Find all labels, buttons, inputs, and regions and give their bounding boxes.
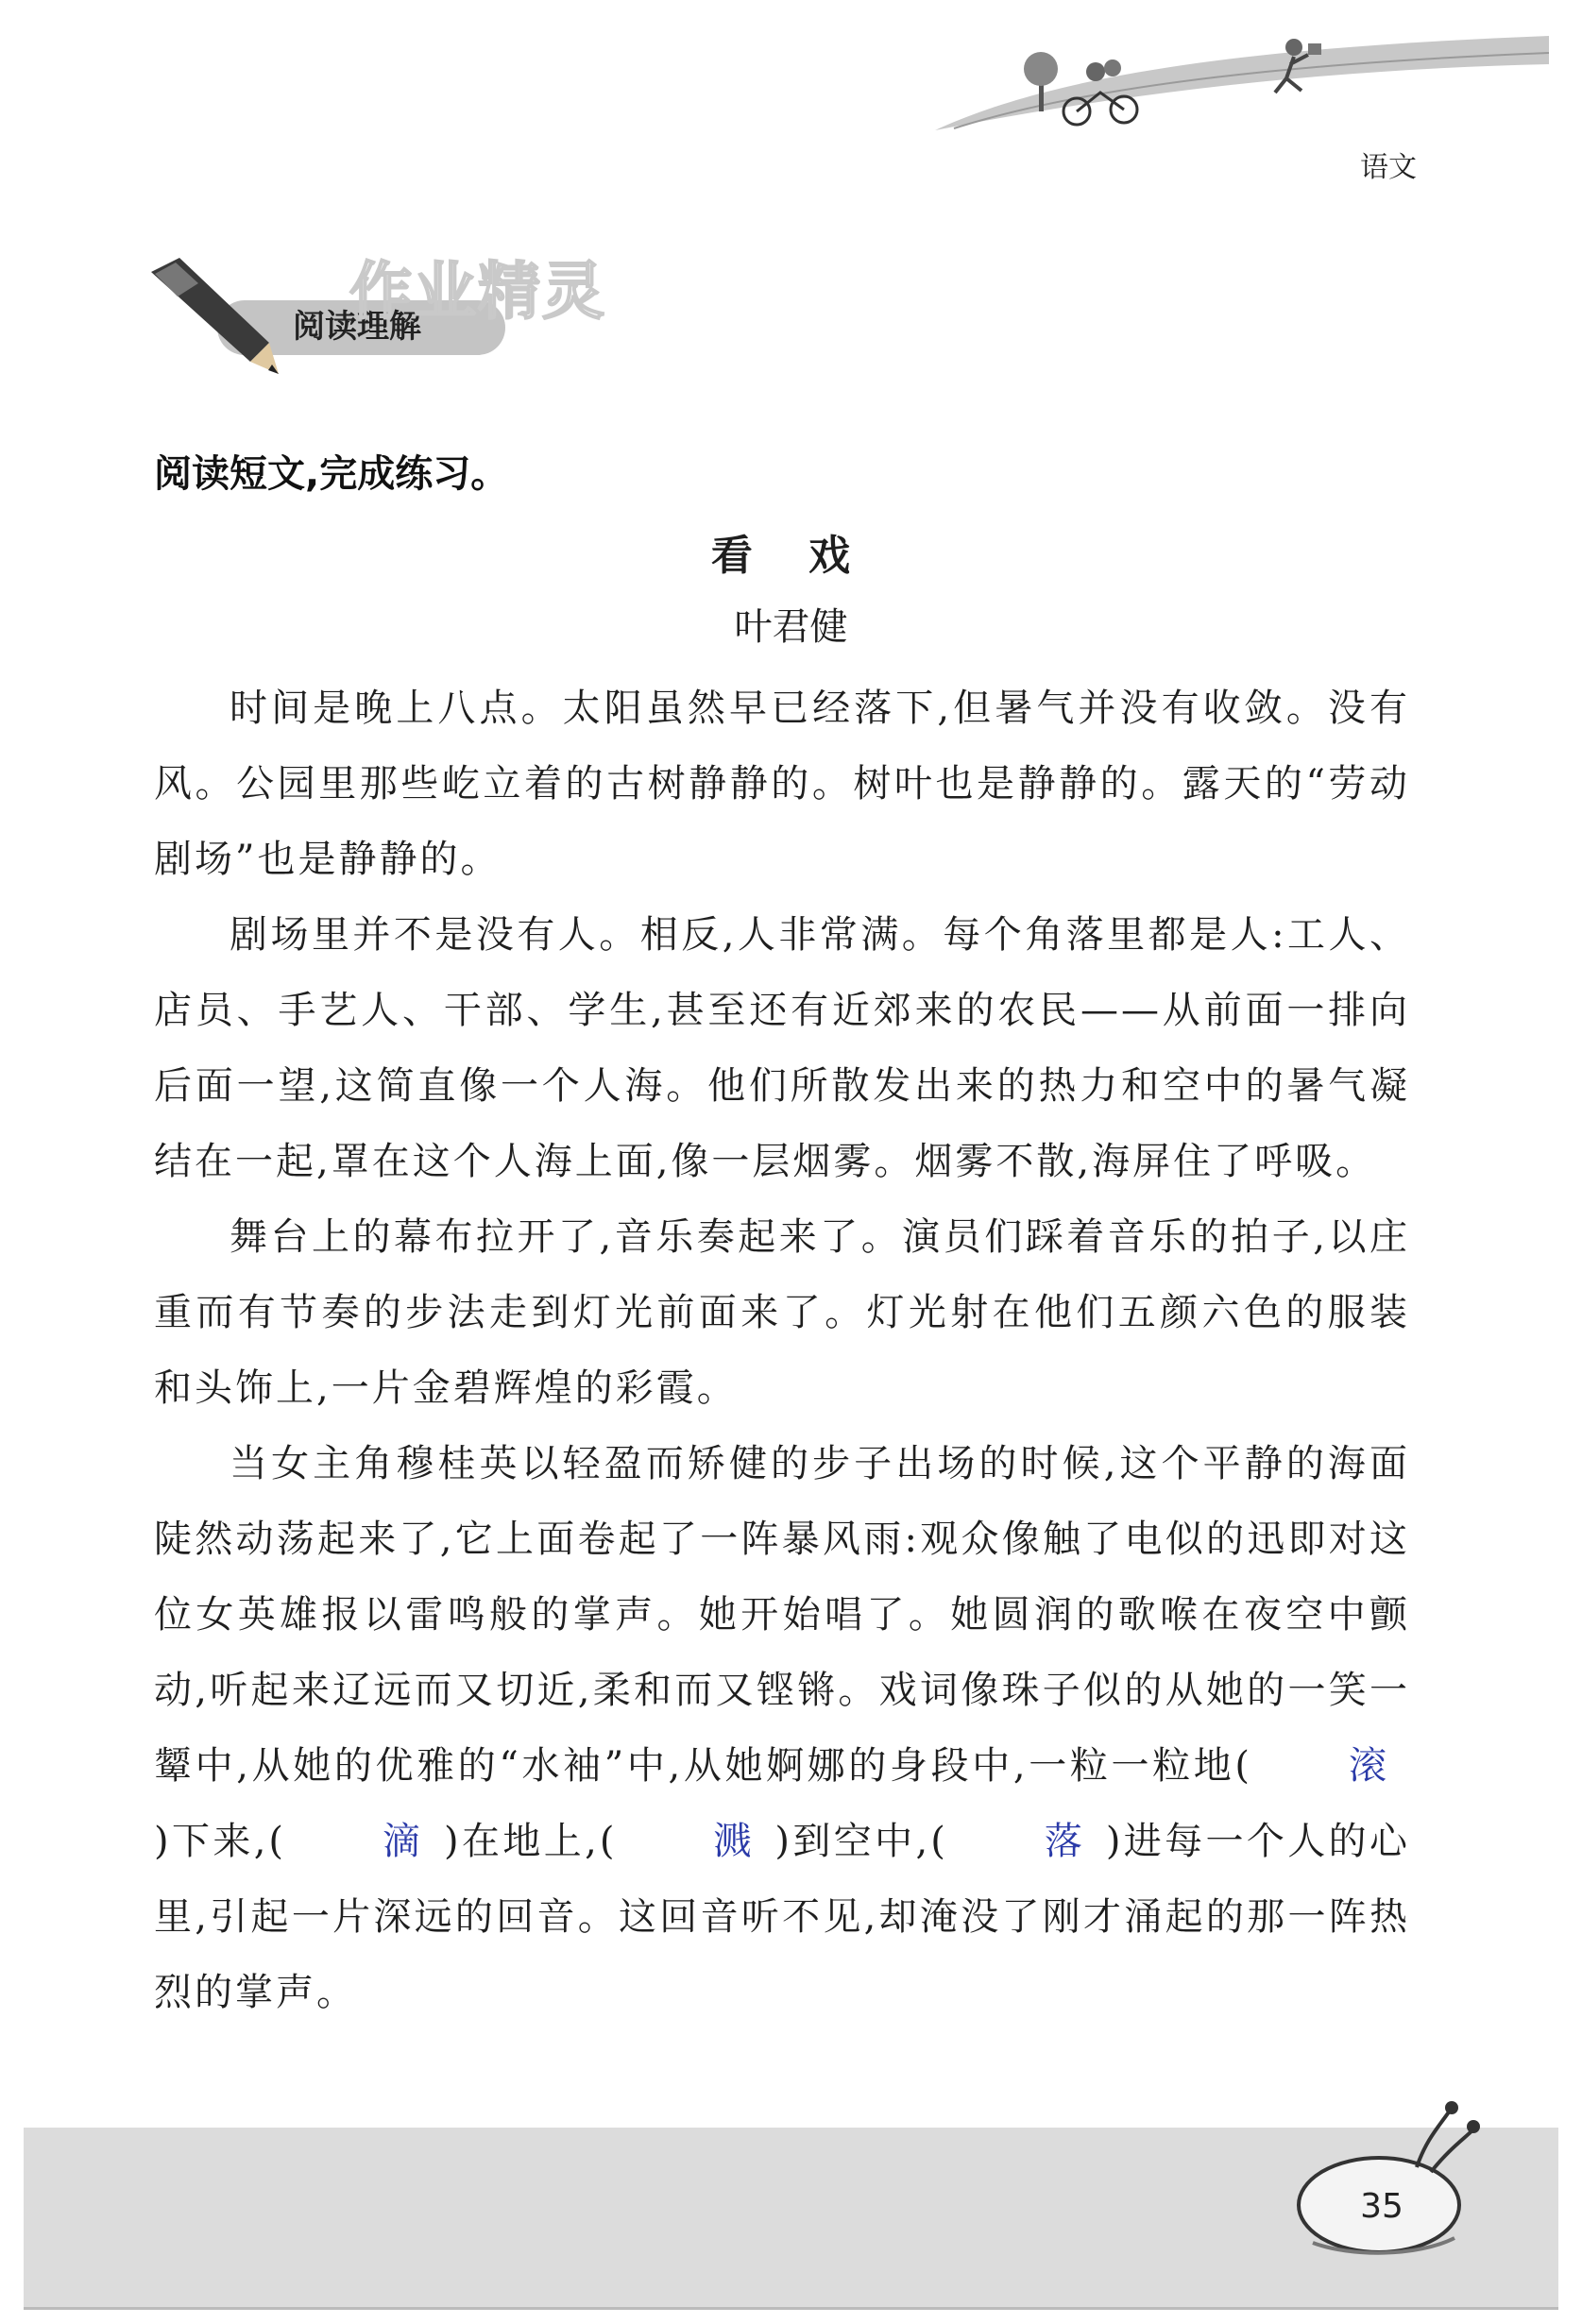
- page-number: 35: [1360, 2187, 1403, 2226]
- paragraph-1: 时间是晚上八点。太阳虽然早已经落下,但暑气并没有收敛。没有风。公园里那些屹立着的古树静静的。树叶也是静静的。露天的“劳动剧场”也是静静的。: [154, 687, 1410, 881]
- footer-divider: [24, 2307, 1558, 2310]
- snail-icon: [1275, 2087, 1483, 2276]
- paragraph-3: 舞台上的幕布拉开了,音乐奏起来了。演员们踩着音乐的拍子,以庄重而有节奏的步法走到灯光前面来了。灯光射在他们五颜六色的服装和头饰上,一片金碧辉煌的彩霞。: [154, 1215, 1410, 1410]
- fill-blank-answer-2: 滴: [383, 1820, 424, 1863]
- article-body: [154, 670, 1410, 2030]
- paragraph-4-text: )下来,(: [154, 1820, 287, 1863]
- paragraph-4: [154, 1426, 1410, 2030]
- instruction-text: 阅读短文,完成练习。: [154, 452, 509, 496]
- subject-label: 语文: [1360, 151, 1417, 184]
- article-title: 看 戏: [710, 532, 872, 580]
- fill-blank-answer-3: 溅: [713, 1820, 755, 1863]
- fill-blank-answer-1: 滚: [1349, 1744, 1389, 1788]
- article-author: 叶君健: [734, 605, 848, 649]
- section-label: 阅读理解: [293, 308, 421, 346]
- paragraph-2: 剧场里并不是没有人。相反,人非常满。每个角落里都是人:工人、店员、手艺人、干部、学生,甚至还有近郊来的农民——从前面一排向后面一望,这简直像一个人海。他们所散发出来的热力和空中的暑气凝结在一起,罩在这个人海上面,像一层烟雾。烟雾不散,海屏住了呼吸。: [154, 913, 1410, 1183]
- watermark-text: 作业精灵: [349, 255, 606, 328]
- paragraph-4-text: )在地上,(: [444, 1820, 618, 1863]
- paragraph-4-text: )进每一个人的心里,引起一片深远的回音。这回音听不见,却淹没了刚才涌起的那一阵热烈的掌声。: [154, 1820, 1410, 2014]
- paragraph-4-text: 当女主角穆桂英以轻盈而矫健的步子出场的时候,这个平静的海面陡然动荡起来了,它上面卷起了一阵暴风雨:观众像触了电似的迅即对这位女英雄报以雷鸣般的掌声。她开始唱了。她圆润的歌喉在夜空中颤动,听起来辽远而又切近,柔和而又铿锵。戏词像珠子似的从她的一笑一颦中,从她的优雅的“水袖”中,从她婀娜的身段中,一粒一粒地(: [154, 1442, 1410, 1788]
- paragraph-4-text: )到空中,(: [774, 1820, 948, 1863]
- fill-blank-answer-4: 落: [1044, 1820, 1085, 1863]
- header-decoration: [935, 26, 1549, 140]
